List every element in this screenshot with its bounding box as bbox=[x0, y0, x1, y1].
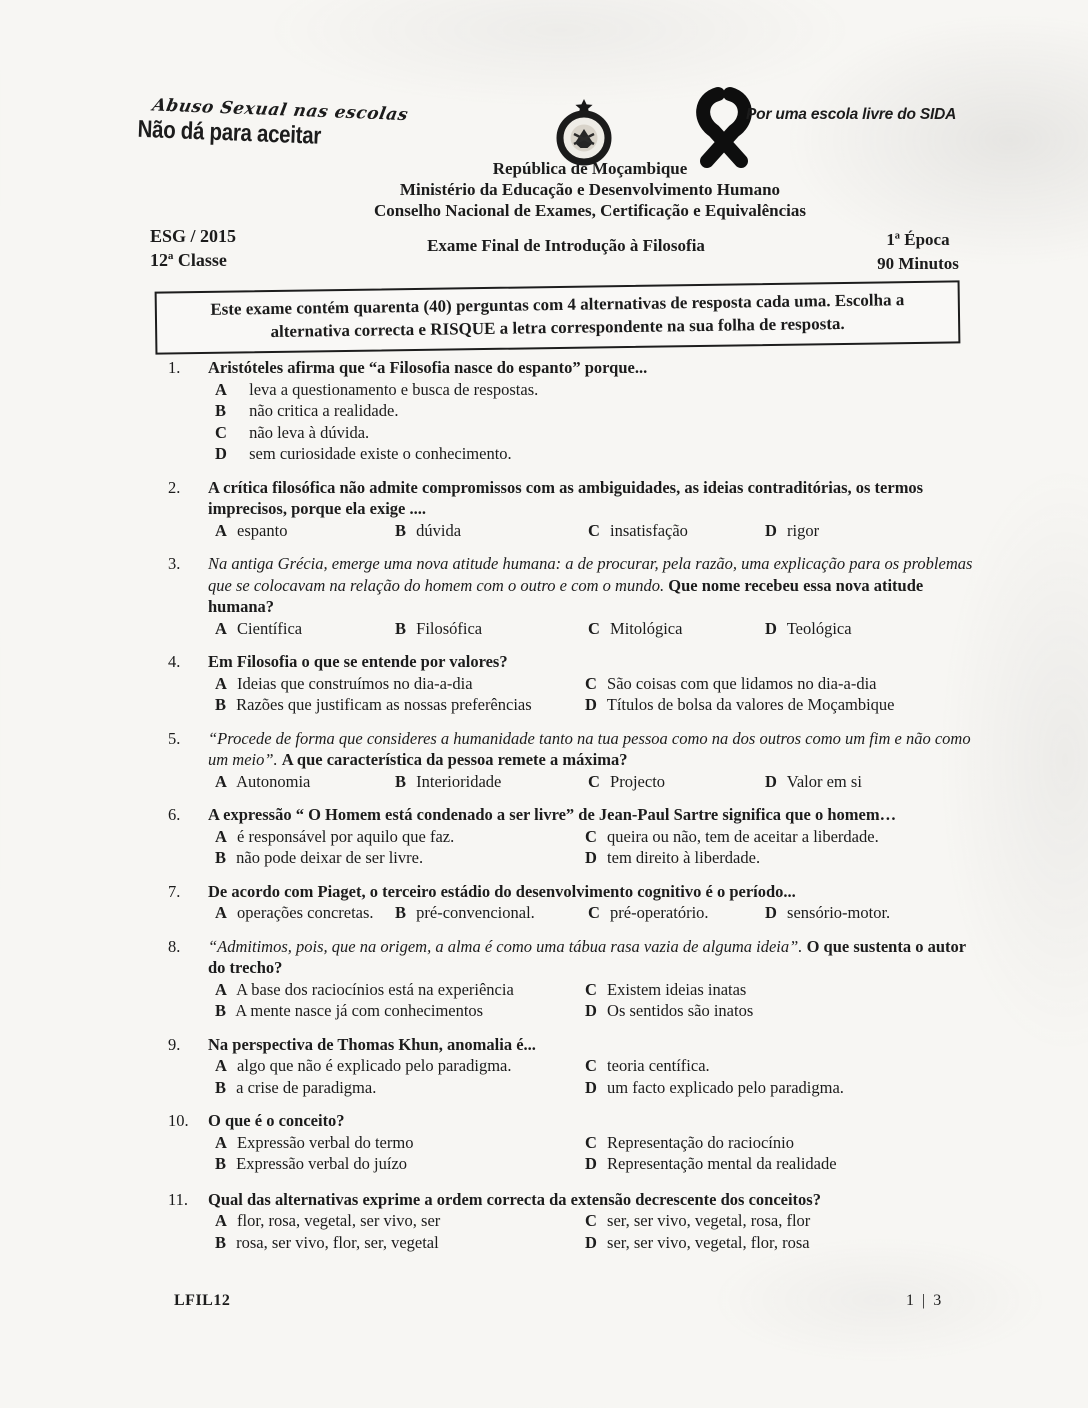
option-letter: B bbox=[395, 771, 407, 791]
option-B: B a crise de paradigma. bbox=[215, 1077, 377, 1097]
option-B: B pré-convencional. bbox=[395, 903, 535, 922]
option-B: B A mente nasce já com conhecimentos bbox=[215, 1001, 484, 1020]
question-number: 4. bbox=[168, 652, 181, 671]
questions-list bbox=[140, 357, 982, 1265]
option-A: A algo que não é explicado pelo paradigma. bbox=[215, 1056, 512, 1075]
campaign-bold-line: Não dá para aceitar bbox=[137, 114, 322, 150]
option-C: C insatisfação bbox=[588, 520, 688, 540]
option-D: D Representação mental da realidade bbox=[585, 1154, 837, 1173]
option-C: C Representação do raciocínio bbox=[585, 1132, 794, 1152]
question-5 bbox=[140, 728, 982, 793]
question-prompt: A crítica filosófica não admite compromissos com as ambiguidades, as ideias contraditórias, os termos imprecisos, porque ela exige .... bbox=[208, 477, 924, 518]
exam-title: Exame Final de Introdução à Filosofia bbox=[427, 236, 705, 255]
footer-page-number: 1 | 3 bbox=[906, 1292, 944, 1309]
options-grid bbox=[208, 673, 982, 716]
question-prompt: “Admitimos, pois, que na origem, a alma é como uma tábua rasa vazia de alguma ideia”. O que sustenta o autor do trecho? bbox=[208, 936, 966, 977]
options-grid bbox=[208, 826, 982, 869]
option-A: A leva a questionamento e busca de respostas. bbox=[215, 379, 539, 399]
option-letter: D bbox=[585, 1001, 597, 1020]
option-D: D sem curiosidade existe o conhecimento. bbox=[215, 444, 512, 463]
option-letter: D bbox=[585, 695, 597, 714]
question-prompt: Em Filosofia o que se entende por valores? bbox=[208, 652, 508, 671]
option-letter: B bbox=[215, 401, 227, 420]
option-C: C São coisas com que lidamos no dia-a-dia bbox=[585, 673, 877, 693]
question-body bbox=[208, 1034, 982, 1099]
question-prompt: De acordo com Piaget, o terceiro estádio do desenvolvimento cognitivo é o período... bbox=[208, 881, 796, 901]
question-number: 10. bbox=[168, 1111, 189, 1130]
option-D: D ser, ser vivo, vegetal, flor, rosa bbox=[585, 1232, 810, 1252]
option-letter: C bbox=[585, 1132, 597, 1152]
option-B: B Razões que justificam as nossas preferências bbox=[215, 695, 532, 714]
question-9 bbox=[140, 1034, 982, 1099]
options-grid bbox=[208, 979, 982, 1022]
option-A: A espanto bbox=[215, 520, 288, 540]
option-letter: A bbox=[215, 379, 227, 399]
option-B: B Filosófica bbox=[395, 618, 483, 638]
option-letter: C bbox=[588, 618, 600, 638]
option-letter: C bbox=[585, 673, 597, 693]
instructions-box bbox=[155, 280, 961, 354]
option-letter: A bbox=[215, 979, 227, 999]
option-C: C não leva à dúvida. bbox=[215, 422, 370, 442]
question-prompt: Na antiga Grécia, emerge uma nova atitude humana: a de procurar, pela razão, uma explicação para os problemas que se colocavam na relação do homem com o outro e com o mundo. Que nome recebeu essa nova atitude humana? bbox=[208, 554, 973, 616]
options-row bbox=[208, 902, 982, 924]
question-number: 8. bbox=[168, 936, 181, 956]
options-stack bbox=[208, 379, 982, 465]
question-11 bbox=[140, 1189, 982, 1254]
option-C: C Existem ideias inatas bbox=[585, 979, 747, 999]
exam-grade: 12ª Classe bbox=[150, 250, 227, 270]
question-body bbox=[208, 357, 982, 465]
options-grid bbox=[208, 1210, 982, 1253]
option-C: C Mitológica bbox=[588, 618, 683, 638]
question-prompt: Na perspectiva de Thomas Khun, anomalia é... bbox=[208, 1034, 536, 1054]
option-letter: A bbox=[215, 1211, 227, 1230]
option-letter: A bbox=[215, 618, 227, 638]
exam-code: ESG / 2015 bbox=[150, 226, 237, 246]
option-letter: D bbox=[215, 444, 227, 463]
options-grid bbox=[208, 1055, 982, 1098]
campaign-script-line: Abuso Sexual nas escolas bbox=[150, 95, 410, 126]
epoch-block bbox=[866, 228, 970, 276]
question-number: 3. bbox=[168, 554, 181, 573]
option-letter: A bbox=[215, 673, 227, 693]
options-grid bbox=[208, 1132, 982, 1175]
option-letter: B bbox=[215, 1232, 227, 1252]
option-B: B não pode deixar de ser livre. bbox=[215, 848, 424, 867]
option-A: A operações concretas. bbox=[215, 903, 374, 922]
option-C: C teoria centífica. bbox=[585, 1056, 710, 1075]
option-A: A Científica bbox=[215, 618, 303, 638]
question-number: 9. bbox=[168, 1034, 181, 1054]
option-letter: B bbox=[395, 618, 407, 638]
question-body bbox=[208, 881, 982, 924]
option-C: C queira ou não, tem de aceitar a liberdade. bbox=[585, 826, 879, 846]
option-C: C ser, ser vivo, vegetal, rosa, flor bbox=[585, 1211, 811, 1230]
question-prompt: Aristóteles afirma que “a Filosofia nasce do espanto” porque... bbox=[208, 358, 648, 377]
option-D: D tem direito à liberdade. bbox=[585, 848, 761, 867]
question-prompt: A expressão “ O Homem está condenado a ser livre” de Jean-Paul Sartre significa que o homem… bbox=[208, 805, 897, 824]
option-letter: C bbox=[215, 422, 227, 442]
option-letter: B bbox=[215, 1001, 227, 1020]
question-body bbox=[208, 553, 982, 639]
option-D: D sensório-motor. bbox=[765, 903, 891, 922]
option-letter: D bbox=[585, 1232, 597, 1252]
footer-exam-code: LFIL12 bbox=[174, 1292, 231, 1309]
option-B: B dúvida bbox=[395, 520, 462, 540]
option-letter: C bbox=[588, 771, 600, 791]
option-A: A Expressão verbal do termo bbox=[215, 1132, 414, 1152]
question-prompt: O que é o conceito? bbox=[208, 1111, 345, 1130]
option-letter: D bbox=[765, 520, 777, 540]
option-letter: C bbox=[588, 903, 600, 922]
option-C: C Projecto bbox=[588, 771, 666, 791]
option-letter: D bbox=[765, 771, 777, 791]
question-body bbox=[208, 936, 982, 1022]
question-body bbox=[208, 1189, 982, 1254]
question-number: 7. bbox=[168, 881, 181, 901]
question-3 bbox=[140, 553, 982, 639]
option-letter: D bbox=[585, 1077, 597, 1097]
question-6 bbox=[140, 804, 982, 869]
option-letter: C bbox=[585, 979, 597, 999]
options-row bbox=[208, 771, 982, 793]
instructions-text: Este exame contém quarenta (40) perguntas com 4 alternativas de resposta cada uma. Escolha a alternativa correcta e RISQUE a letra correspondente na sua folha de resposta. bbox=[210, 290, 905, 342]
option-D: D Títulos de bolsa da valores de Moçambique bbox=[585, 695, 895, 714]
option-D: D rigor bbox=[765, 520, 820, 540]
question-number: 11. bbox=[168, 1189, 189, 1209]
question-number: 1. bbox=[168, 358, 181, 377]
question-number: 2. bbox=[168, 477, 181, 497]
option-A: A é responsável por aquilo que faz. bbox=[215, 826, 455, 846]
option-letter: B bbox=[395, 903, 407, 922]
option-B: B não critica a realidade. bbox=[215, 401, 399, 420]
option-letter: A bbox=[215, 771, 227, 791]
question-number: 5. bbox=[168, 728, 181, 748]
government-header bbox=[46, 158, 1088, 221]
option-B: B Interioridade bbox=[395, 771, 502, 791]
option-letter: A bbox=[215, 520, 227, 540]
epoch-label: 1ª Época bbox=[886, 230, 950, 249]
council-line: Conselho Nacional de Exames, Certificação e Equivalências bbox=[373, 201, 807, 220]
ribbon-slogan: Por uma escola livre do SIDA bbox=[746, 106, 957, 123]
question-body bbox=[208, 728, 982, 793]
option-letter: C bbox=[585, 1211, 597, 1230]
option-letter: B bbox=[215, 1077, 227, 1097]
duration-label: 90 Minutos bbox=[877, 254, 959, 273]
option-letter: C bbox=[585, 1056, 597, 1075]
option-letter: C bbox=[588, 520, 600, 540]
republic-line: República de Moçambique bbox=[492, 159, 688, 178]
option-A: A Ideias que construímos no dia-a-dia bbox=[215, 673, 473, 693]
option-letter: A bbox=[215, 826, 227, 846]
question-1 bbox=[140, 357, 982, 465]
option-letter: A bbox=[215, 1132, 227, 1152]
options-row bbox=[208, 520, 982, 542]
question-body bbox=[208, 804, 982, 869]
option-letter: B bbox=[215, 1154, 227, 1173]
option-B: B rosa, ser vivo, flor, ser, vegetal bbox=[215, 1232, 439, 1252]
option-D: D Os sentidos são inatos bbox=[585, 1001, 754, 1020]
question-7 bbox=[140, 881, 982, 924]
option-letter: D bbox=[585, 848, 597, 867]
option-letter: C bbox=[585, 826, 597, 846]
option-A: A Autonomia bbox=[215, 771, 311, 791]
option-letter: B bbox=[215, 848, 227, 867]
question-10 bbox=[140, 1110, 982, 1175]
question-8 bbox=[140, 936, 982, 1022]
question-prompt: Qual das alternativas exprime a ordem correcta da extensão decrescente dos conceitos? bbox=[208, 1189, 821, 1209]
option-letter: B bbox=[215, 695, 227, 714]
option-D: D Teológica bbox=[765, 618, 852, 638]
option-D: D um facto explicado pelo paradigma. bbox=[585, 1077, 844, 1097]
options-row bbox=[208, 618, 982, 640]
option-letter: D bbox=[765, 618, 777, 638]
question-4 bbox=[140, 651, 982, 716]
option-letter: D bbox=[765, 903, 777, 922]
option-C: C pré-operatório. bbox=[588, 903, 709, 922]
option-letter: A bbox=[215, 1056, 227, 1075]
option-D: D Valor em si bbox=[765, 771, 862, 791]
question-body bbox=[208, 477, 982, 542]
option-letter: B bbox=[395, 520, 407, 540]
question-number: 6. bbox=[168, 805, 181, 824]
ministry-line: Ministério da Educação e Desenvolvimento Humano bbox=[399, 180, 781, 199]
option-letter: A bbox=[215, 903, 227, 922]
option-A: A A base dos raciocínios está na experiência bbox=[215, 979, 514, 999]
option-A: A flor, rosa, vegetal, ser vivo, ser bbox=[215, 1211, 441, 1230]
question-body bbox=[208, 651, 982, 716]
question-2 bbox=[140, 477, 982, 542]
campaign-block bbox=[137, 95, 408, 151]
option-B: B Expressão verbal do juízo bbox=[215, 1154, 408, 1173]
question-prompt: “Procede de forma que consideres a humanidade tanto na tua pessoa como na dos outros como um fim e não como um meio”. A que característica da pessoa remete a máxima? bbox=[208, 728, 971, 769]
question-body bbox=[208, 1110, 982, 1175]
option-letter: D bbox=[585, 1154, 597, 1173]
